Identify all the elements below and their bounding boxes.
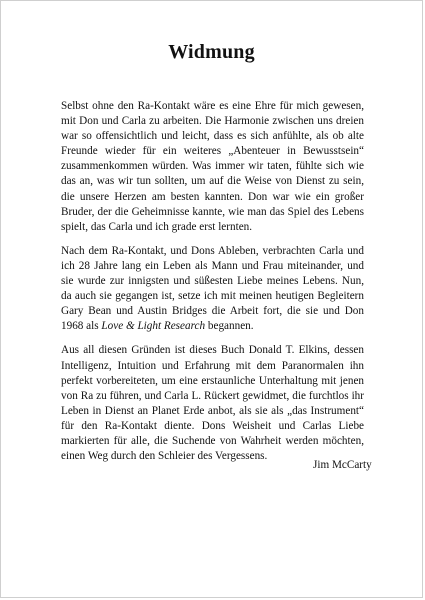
author-signature: Jim McCarty [313, 459, 372, 471]
organization-name: Love & Light Research [101, 320, 206, 333]
paragraph-2 [61, 244, 364, 335]
paragraph-3: Aus all diesen Gründen ist dieses Buch Donald T. Elkins, dessen Intelligenz, Intuition und Erfahrung mit dem Paranormalen ihn perfekt vorbereiteten, um eine erstaunliche Unterhaltung mit jenen von Ra zu führen, und Carla L. Rückert gewidmet, die furchtlos ihr Leben in Dienst an Planet Erde anbot, als sie als „das Instrument“ für den Ra-Kontakt diente. Dons Weisheit und Carlas Liebe markierten für alle, die Suchende von Wahrheit werden möchten, einen Weg durch den Schleier des Vergessens. [61, 344, 364, 463]
paragraph-1: Selbst ohne den Ra-Kontakt wäre es eine Ehre für mich gewesen, mit Don und Carla zu arbeiten. Die Harmonie zwischen uns dreien war so offensichtlich und leicht, dass es sich anfühlte, als ob alte Freunde wieder für ein weiteres „Abenteuer in Bewusstsein“ zusammenkommen würden. Was immer wir taten, fühlte sich wie das an, was wir tun sollten, um auf die Weise von Dienst zu sein, die unsere Herzen am besten kannten. Don war wie ein großer Bruder, der die Geheimnisse kannte, wie man das Spiel des Lebens spielt, das Carla und ich grade erst lernten. [61, 100, 364, 233]
paragraph-2-text: Nach dem Ra-Kontakt, und Dons Ableben, verbrachten Carla und ich 28 Jahre lang ein Leben als Mann und Frau miteinander, und sie wurde zur innigsten und süßesten Liebe meines Lebens. Nun, da auch sie gegangen ist, setze ich mit meinen heutigen Begleitern Gary Bean und Austin Bridges die Arbeit fort, die sie und Don 1968 als [61, 244, 364, 333]
paragraph-2-end: begannen. [205, 320, 254, 333]
dedication-body [61, 99, 364, 464]
page-title: Widmung [168, 41, 255, 63]
